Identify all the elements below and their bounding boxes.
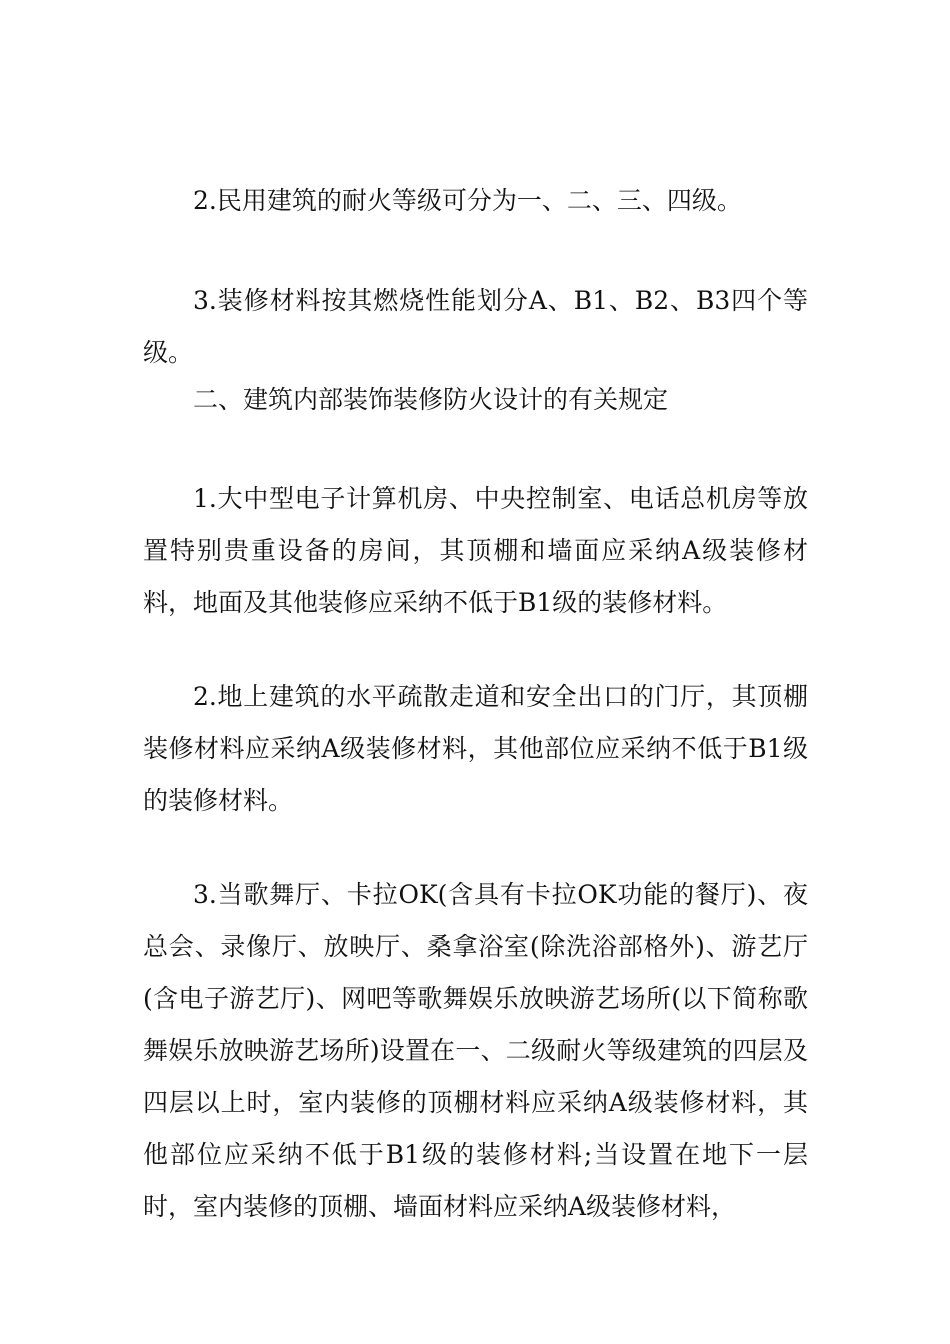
section-heading-fire-design-rules: 二、建筑内部装饰装修防火设计的有关规定	[193, 385, 669, 414]
paragraph-computer-room-rule: 1.大中型电子计算机房、中央控制室、电话总机房等放置特别贵重设备的房间，其顶棚和墙面应采纳A级装修材料，地面及其他装修应采纳不低于B1级的装修材料。	[143, 484, 808, 617]
paragraph-fire-rating-levels: 2.民用建筑的耐火等级可分为一、二、三、四级。	[193, 186, 742, 215]
paragraph-evacuation-corridor-rule: 2.地上建筑的水平疏散走道和安全出口的门厅，其顶棚装修材料应采纳A级装修材料，其他部位应采纳不低于B1级的装修材料。	[143, 682, 808, 815]
paragraph-entertainment-venue-rule: 3.当歌舞厅、卡拉OK(含具有卡拉OK功能的餐厅)、夜总会、录像厅、放映厅、桑拿浴室(除洗浴部格外)、游艺厅(含电子游艺厅)、网吧等歌舞娱乐放映游艺场所(以下简称歌舞娱乐放映游艺场所)设置在一、二级耐火等级建筑的四层及四层以上时，室内装修的顶棚材料应采纳A级装修材料，其他部位应采纳不低于B1级的装修材料;当设置在地下一层时，室内装修的顶棚、墙面材料应采纳A级装修材料，	[143, 880, 808, 1221]
paragraph-material-combustion-grades: 3.装修材料按其燃烧性能划分A、B1、B2、B3四个等级。	[143, 286, 808, 367]
